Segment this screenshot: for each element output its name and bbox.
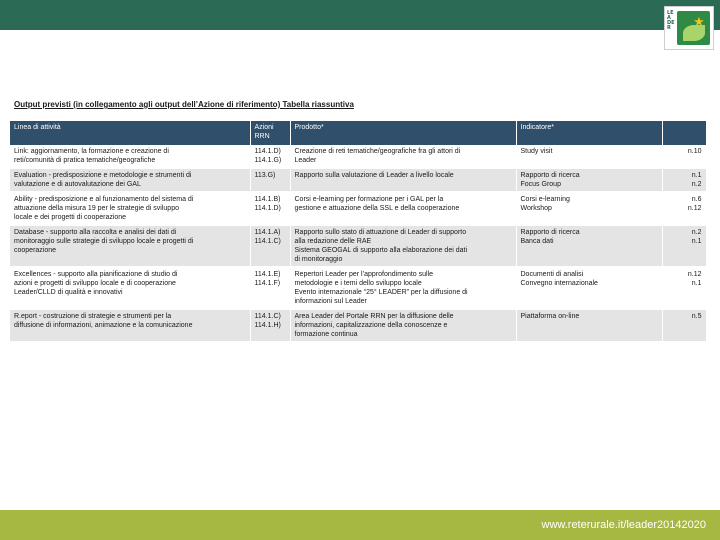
cell-product-line: Evento internazionale “25° LEADER” per la diffusione di [294, 289, 468, 296]
cell-product [290, 225, 516, 267]
table-row [10, 309, 706, 342]
cell-actions [250, 192, 290, 225]
cell-activity-line: Evaluation - predisposizione e metodologie e strumenti di [14, 172, 192, 179]
cell-count-line: n.2 [691, 181, 702, 188]
cell-product-line: alla redazione delle RAE [294, 238, 372, 245]
cell-product-line: Rapporto sullo stato di attuazione di Leader di supporto [294, 229, 467, 236]
summary-table [10, 121, 707, 343]
cell-product-line: Repertori Leader per l’approfondimento sulle [294, 271, 434, 278]
cell-activity-line: reti/comunità di pratica tematiche/geografiche [14, 157, 156, 164]
cell-actions [250, 168, 290, 192]
cell-product-line: Creazione di reti tematiche/geografiche fra gli attori di [294, 148, 461, 155]
cell-count [662, 309, 706, 342]
header-indicator: Indicatore* [516, 121, 662, 145]
cell-indicator-line: Workshop [520, 205, 552, 212]
cell-activity [10, 267, 250, 309]
cell-indicator [516, 225, 662, 267]
table-row [10, 267, 706, 309]
cell-count-line: n.12 [687, 205, 702, 212]
cell-count-line: n.5 [691, 313, 702, 320]
cell-actions-line: 114.1.C) [254, 238, 281, 245]
cell-indicator-line: Banca dati [520, 238, 554, 245]
cell-activity-line: Ability - predisposizione e al funzionamento del sistema di [14, 196, 194, 203]
cell-activity-line: Excellences - supporto alla pianificazione di studio di [14, 271, 178, 278]
cell-product-line: di monitoraggio [294, 256, 343, 263]
cell-actions-line: 114.1.E) [254, 271, 281, 278]
cell-activity [10, 225, 250, 267]
cell-actions [250, 145, 290, 168]
cell-product-line: Sistema GEOGAL di supporto alla elaborazione dei dati [294, 247, 468, 254]
cell-count-line: n.2 [691, 229, 702, 236]
table-heading: Output previsti (in collegamento agli output dell’Azione di riferimento) Tabella riassuntiva [14, 100, 354, 109]
cell-product-line: Rapporto sulla valutazione di Leader a livello locale [294, 172, 454, 179]
cell-actions-line: 114.1.D) [254, 205, 281, 212]
cell-count-line: n.10 [687, 148, 702, 155]
cell-count [662, 168, 706, 192]
cell-activity [10, 168, 250, 192]
cell-product-line: gestione e attuazione della SSL e della cooperazione [294, 205, 460, 212]
leader-emblem-icon [677, 11, 710, 45]
cell-indicator [516, 145, 662, 168]
cell-actions-line: 114.1.C) [254, 313, 281, 320]
cell-count-line: n.6 [691, 196, 702, 203]
cell-product-line: metodologie e i temi dello sviluppo locale [294, 280, 422, 287]
cell-count-line: n.1 [691, 280, 702, 287]
cell-actions-line: 114.1.F) [254, 280, 281, 287]
table-body [10, 145, 706, 342]
table-row [10, 225, 706, 267]
header-actions: Azioni RRN [250, 121, 290, 145]
star-icon: ★ [693, 14, 705, 29]
cell-indicator [516, 168, 662, 192]
cell-product [290, 267, 516, 309]
cell-actions [250, 267, 290, 309]
cell-count [662, 145, 706, 168]
top-banner [0, 0, 720, 30]
leader-logo [664, 6, 714, 50]
cell-activity-line: valutazione e di autovalutazione dei GAL [14, 181, 141, 188]
cell-activity-line: R.eport - costruzione di strategie e strumenti per la [14, 313, 172, 320]
cell-indicator-line: Rapporto di ricerca [520, 229, 580, 236]
cell-product-line: Corsi e-learning per formazione per i GAL per la [294, 196, 444, 203]
cell-activity-line: diffusione di informazioni, animazione e la comunicazione [14, 322, 193, 329]
cell-product [290, 145, 516, 168]
cell-product-line: formazione continua [294, 331, 358, 338]
cell-product [290, 192, 516, 225]
cell-indicator [516, 267, 662, 309]
cell-actions-line: 114.1.A) [254, 229, 281, 236]
cell-indicator [516, 309, 662, 342]
cell-activity [10, 309, 250, 342]
table-row [10, 145, 706, 168]
cell-actions [250, 309, 290, 342]
cell-activity [10, 145, 250, 168]
cell-count [662, 267, 706, 309]
cell-indicator [516, 192, 662, 225]
cell-product-line: informazioni sul Leader [294, 298, 367, 305]
cell-indicator-line: Piattaforma on-line [520, 313, 580, 320]
cell-product [290, 168, 516, 192]
cell-product-line: Area Leader del Portale RRN per la diffusione delle [294, 313, 454, 320]
cell-actions [250, 225, 290, 267]
logo-side-text: LEADER [667, 10, 675, 31]
cell-count-line: n.1 [691, 238, 702, 245]
table-row [10, 192, 706, 225]
cell-activity-line: locale e dei progetti di cooperazione [14, 214, 127, 221]
cell-activity-line: Database - supporto alla raccolta e analisi dei dati di [14, 229, 177, 236]
cell-indicator-line: Documenti di analisi [520, 271, 584, 278]
cell-indicator-line: Convegno internazionale [520, 280, 598, 287]
cell-product-line: Leader [294, 157, 317, 164]
cell-activity-line: azioni e progetti di sviluppo locale e di cooperazione [14, 280, 176, 287]
cell-actions-line: 114.1.G) [254, 157, 282, 164]
cell-activity [10, 192, 250, 225]
cell-indicator-line: Corsi e-learning [520, 196, 570, 203]
cell-count-line: n.12 [687, 271, 702, 278]
cell-indicator-line: Rapporto di ricerca [520, 172, 580, 179]
cell-product [290, 309, 516, 342]
cell-count [662, 192, 706, 225]
cell-count-line: n.1 [691, 172, 702, 179]
cell-activity-line: monitoraggio sulle strategie di sviluppo locale e progetti di [14, 238, 194, 245]
cell-indicator-line: Focus Group [520, 181, 561, 188]
table-header-row [10, 121, 706, 145]
header-activity: Linea di attività [10, 121, 250, 145]
cell-activity-line: Leader/CLLD di qualità e innovativi [14, 289, 123, 296]
footer-url[interactable]: www.reterurale.it/leader20142020 [541, 519, 706, 531]
cell-indicator-line: Study visit [520, 148, 553, 155]
footer-bar [0, 510, 720, 540]
cell-actions-line: 113.G) [254, 172, 276, 179]
cell-actions-line: 114.1.H) [254, 322, 281, 329]
cell-product-line: informazioni, capitalizzazione della conoscenze e [294, 322, 448, 329]
header-count [662, 121, 706, 145]
cell-activity-line: attuazione della misura 19 per le strategie di sviluppo [14, 205, 179, 212]
cell-actions-line: 114.1.B) [254, 196, 281, 203]
cell-activity-line: Link: aggiornamento, la formazione e creazione di [14, 148, 169, 155]
cell-actions-line: 114.1.D) [254, 148, 281, 155]
header-product: Prodotto* [290, 121, 516, 145]
table-row [10, 168, 706, 192]
cell-activity-line: cooperazione [14, 247, 57, 254]
cell-count [662, 225, 706, 267]
